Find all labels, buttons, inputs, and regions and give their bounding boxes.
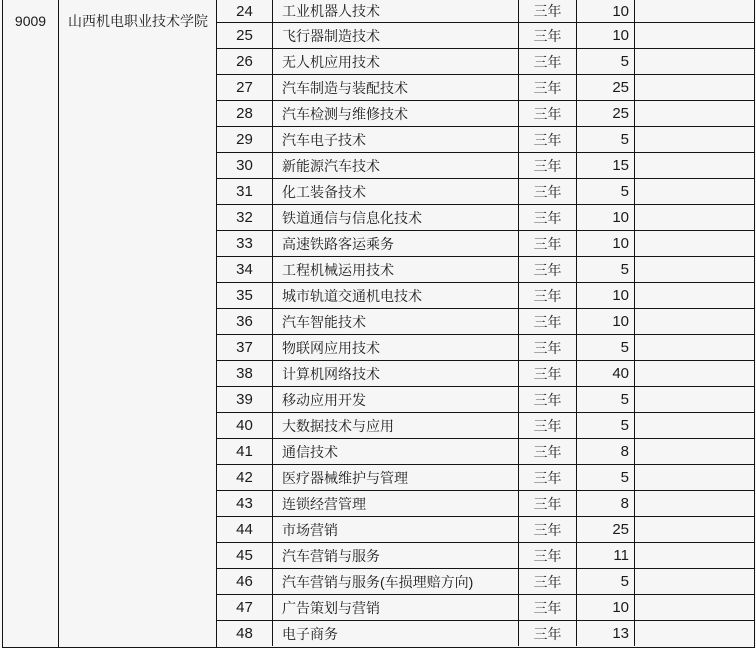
- program-name-cell: 计算机网络技术: [273, 361, 519, 386]
- table-row: [217, 491, 754, 517]
- empty-cell: [635, 595, 754, 620]
- row-number-cell: 36: [217, 309, 273, 334]
- table-row: [217, 621, 754, 646]
- duration-cell: 三年: [519, 231, 577, 256]
- table-row: [217, 127, 754, 153]
- quota-count-cell: 25: [577, 101, 635, 126]
- table-row: [217, 335, 754, 361]
- quota-count-cell: 10: [577, 595, 635, 620]
- table-row: [217, 569, 754, 595]
- empty-cell: [635, 387, 754, 412]
- quota-count-cell: 10: [577, 309, 635, 334]
- duration-cell: 三年: [519, 543, 577, 568]
- program-name-cell: 新能源汽车技术: [273, 153, 519, 178]
- quota-count-cell: 8: [577, 439, 635, 464]
- quota-count-cell: 10: [577, 205, 635, 230]
- row-number-cell: 38: [217, 361, 273, 386]
- duration-cell: 三年: [519, 569, 577, 594]
- row-number-cell: 40: [217, 413, 273, 438]
- empty-cell: [635, 257, 754, 282]
- quota-count-cell: 11: [577, 543, 635, 568]
- empty-cell: [635, 283, 754, 308]
- program-name-cell: 汽车制造与装配技术: [273, 75, 519, 100]
- quota-count-cell: 5: [577, 413, 635, 438]
- program-name-cell: 广告策划与营销: [273, 595, 519, 620]
- empty-cell: [635, 75, 754, 100]
- program-name-cell: 连锁经营管理: [273, 491, 519, 516]
- program-name-cell: 工业机器人技术: [273, 0, 519, 22]
- program-name-cell: 汽车营销与服务: [273, 543, 519, 568]
- program-name-cell: 城市轨道交通机电技术: [273, 283, 519, 308]
- table-row: [217, 0, 754, 23]
- quota-count-cell: 10: [577, 0, 635, 22]
- duration-cell: 三年: [519, 387, 577, 412]
- duration-cell: 三年: [519, 101, 577, 126]
- quota-count-cell: 5: [577, 569, 635, 594]
- program-name-cell: 大数据技术与应用: [273, 413, 519, 438]
- duration-cell: 三年: [519, 0, 577, 22]
- empty-cell: [635, 49, 754, 74]
- row-number-cell: 28: [217, 101, 273, 126]
- table-row: [217, 361, 754, 387]
- school-code-cell: 9009: [3, 0, 59, 647]
- table-row: [217, 101, 754, 127]
- quota-count-cell: 40: [577, 361, 635, 386]
- empty-cell: [635, 465, 754, 490]
- program-name-cell: 市场营销: [273, 517, 519, 542]
- duration-cell: 三年: [519, 335, 577, 360]
- duration-cell: 三年: [519, 309, 577, 334]
- empty-cell: [635, 569, 754, 594]
- table-row: [217, 517, 754, 543]
- program-name-cell: 无人机应用技术: [273, 49, 519, 74]
- table-row: [217, 413, 754, 439]
- program-rows: [217, 0, 754, 647]
- program-name-cell: 电子商务: [273, 621, 519, 646]
- row-number-cell: 42: [217, 465, 273, 490]
- quota-count-cell: 8: [577, 491, 635, 516]
- duration-cell: 三年: [519, 465, 577, 490]
- quota-count-cell: 5: [577, 387, 635, 412]
- quota-count-cell: 5: [577, 179, 635, 204]
- row-number-cell: 34: [217, 257, 273, 282]
- table-row: [217, 49, 754, 75]
- duration-cell: 三年: [519, 621, 577, 646]
- empty-cell: [635, 153, 754, 178]
- empty-cell: [635, 517, 754, 542]
- quota-count-cell: 10: [577, 283, 635, 308]
- duration-cell: 三年: [519, 439, 577, 464]
- table-row: [217, 23, 754, 49]
- empty-cell: [635, 205, 754, 230]
- table-row: [217, 153, 754, 179]
- duration-cell: 三年: [519, 153, 577, 178]
- duration-cell: 三年: [519, 49, 577, 74]
- row-number-cell: 26: [217, 49, 273, 74]
- table-row: [217, 439, 754, 465]
- empty-cell: [635, 0, 754, 22]
- duration-cell: 三年: [519, 595, 577, 620]
- program-name-cell: 物联网应用技术: [273, 335, 519, 360]
- row-number-cell: 44: [217, 517, 273, 542]
- table-row: [217, 205, 754, 231]
- duration-cell: 三年: [519, 283, 577, 308]
- quota-count-cell: 13: [577, 621, 635, 646]
- table-row: [217, 179, 754, 205]
- duration-cell: 三年: [519, 361, 577, 386]
- table-row: [217, 465, 754, 491]
- empty-cell: [635, 231, 754, 256]
- program-name-cell: 医疗器械维护与管理: [273, 465, 519, 490]
- quota-count-cell: 5: [577, 127, 635, 152]
- enrollment-table: [2, 0, 755, 648]
- empty-cell: [635, 309, 754, 334]
- school-name-cell: 山西机电职业技术学院: [59, 0, 217, 647]
- table-row: [217, 309, 754, 335]
- empty-cell: [635, 491, 754, 516]
- duration-cell: 三年: [519, 179, 577, 204]
- row-number-cell: 29: [217, 127, 273, 152]
- program-name-cell: 通信技术: [273, 439, 519, 464]
- row-number-cell: 45: [217, 543, 273, 568]
- quota-count-cell: 10: [577, 231, 635, 256]
- empty-cell: [635, 23, 754, 48]
- duration-cell: 三年: [519, 413, 577, 438]
- row-number-cell: 37: [217, 335, 273, 360]
- table-row: [217, 257, 754, 283]
- program-name-cell: 汽车检测与维修技术: [273, 101, 519, 126]
- program-name-cell: 汽车智能技术: [273, 309, 519, 334]
- program-name-cell: 铁道通信与信息化技术: [273, 205, 519, 230]
- table-row: [217, 387, 754, 413]
- empty-cell: [635, 361, 754, 386]
- empty-cell: [635, 413, 754, 438]
- duration-cell: 三年: [519, 257, 577, 282]
- quota-count-cell: 5: [577, 257, 635, 282]
- empty-cell: [635, 621, 754, 646]
- quota-count-cell: 10: [577, 23, 635, 48]
- table-row: [217, 595, 754, 621]
- row-number-cell: 32: [217, 205, 273, 230]
- row-number-cell: 25: [217, 23, 273, 48]
- duration-cell: 三年: [519, 205, 577, 230]
- duration-cell: 三年: [519, 75, 577, 100]
- quota-count-cell: 5: [577, 335, 635, 360]
- quota-count-cell: 15: [577, 153, 635, 178]
- empty-cell: [635, 543, 754, 568]
- row-number-cell: 47: [217, 595, 273, 620]
- row-number-cell: 31: [217, 179, 273, 204]
- row-number-cell: 24: [217, 0, 273, 22]
- empty-cell: [635, 179, 754, 204]
- table-row: [217, 543, 754, 569]
- row-number-cell: 43: [217, 491, 273, 516]
- row-number-cell: 33: [217, 231, 273, 256]
- row-number-cell: 46: [217, 569, 273, 594]
- program-name-cell: 汽车营销与服务(车损理赔方向): [273, 569, 519, 594]
- empty-cell: [635, 127, 754, 152]
- program-name-cell: 工程机械运用技术: [273, 257, 519, 282]
- duration-cell: 三年: [519, 517, 577, 542]
- row-number-cell: 48: [217, 621, 273, 646]
- table-row: [217, 283, 754, 309]
- duration-cell: 三年: [519, 127, 577, 152]
- program-name-cell: 化工装备技术: [273, 179, 519, 204]
- empty-cell: [635, 101, 754, 126]
- table-row: [217, 75, 754, 101]
- program-name-cell: 移动应用开发: [273, 387, 519, 412]
- program-name-cell: 汽车电子技术: [273, 127, 519, 152]
- row-number-cell: 35: [217, 283, 273, 308]
- row-number-cell: 27: [217, 75, 273, 100]
- quota-count-cell: 5: [577, 49, 635, 74]
- empty-cell: [635, 335, 754, 360]
- program-name-cell: 飞行器制造技术: [273, 23, 519, 48]
- row-number-cell: 41: [217, 439, 273, 464]
- table-row: [217, 231, 754, 257]
- row-number-cell: 39: [217, 387, 273, 412]
- duration-cell: 三年: [519, 23, 577, 48]
- quota-count-cell: 25: [577, 517, 635, 542]
- quota-count-cell: 25: [577, 75, 635, 100]
- empty-cell: [635, 439, 754, 464]
- quota-count-cell: 5: [577, 465, 635, 490]
- row-number-cell: 30: [217, 153, 273, 178]
- program-name-cell: 高速铁路客运乘务: [273, 231, 519, 256]
- duration-cell: 三年: [519, 491, 577, 516]
